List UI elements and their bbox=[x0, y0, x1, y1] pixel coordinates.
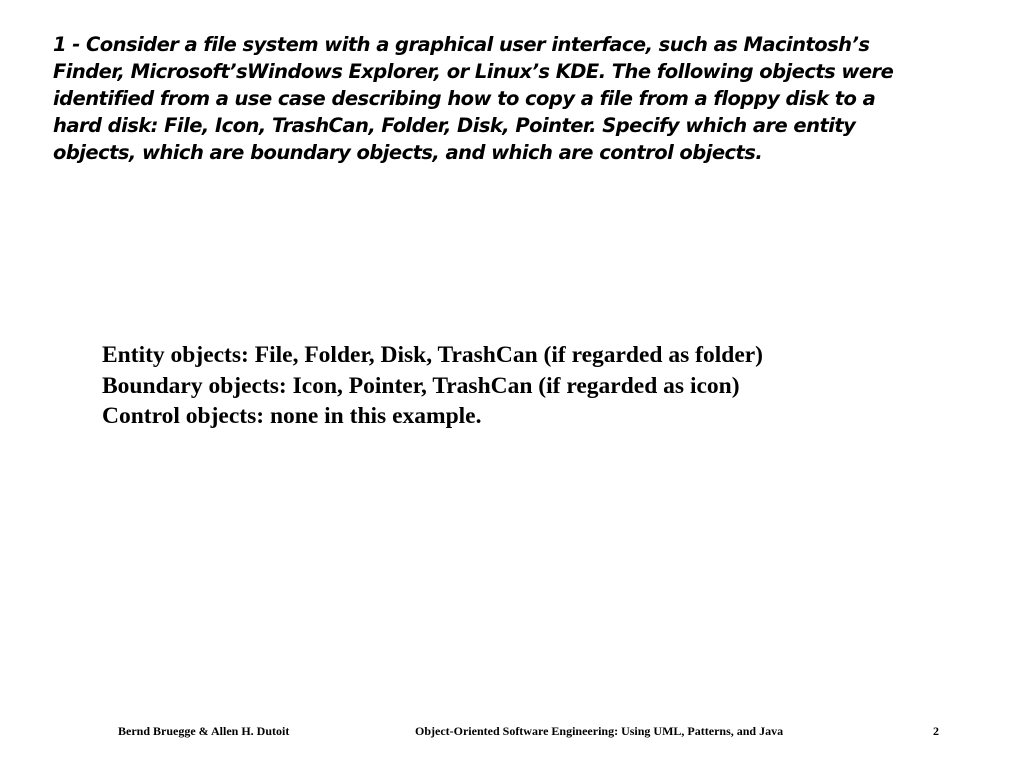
footer-page-number: 2 bbox=[933, 724, 939, 738]
question-line: 1 - Consider a file system with a graphical user interface, such as Macintosh’s bbox=[53, 33, 870, 56]
answer-control-objects: Control objects: none in this example. bbox=[102, 403, 482, 429]
question-line: hard disk: File, Icon, TrashCan, Folder, Disk, Pointer. Specify which are entity bbox=[53, 114, 856, 137]
answer-boundary-objects: Boundary objects: Icon, Pointer, TrashCan (if regarded as icon) bbox=[102, 372, 740, 399]
answer-entity-objects: Entity objects: File, Folder, Disk, TrashCan (if regarded as folder) bbox=[102, 342, 764, 368]
question-line: Finder, Microsoft’sWindows Explorer, or Linux’s KDE. The following objects were bbox=[53, 60, 894, 83]
question-text bbox=[53, 31, 953, 166]
question-line: objects, which are boundary objects, and which are control objects. bbox=[53, 141, 763, 164]
answer-list bbox=[102, 340, 982, 432]
question-line: identified from a use case describing how to copy a file from a floppy disk to a bbox=[53, 87, 876, 110]
footer-authors: Bernd Bruegge & Allen H. Dutoit bbox=[118, 724, 290, 738]
footer-book-title: Object-Oriented Software Engineering: Using UML, Patterns, and Java bbox=[415, 724, 784, 738]
